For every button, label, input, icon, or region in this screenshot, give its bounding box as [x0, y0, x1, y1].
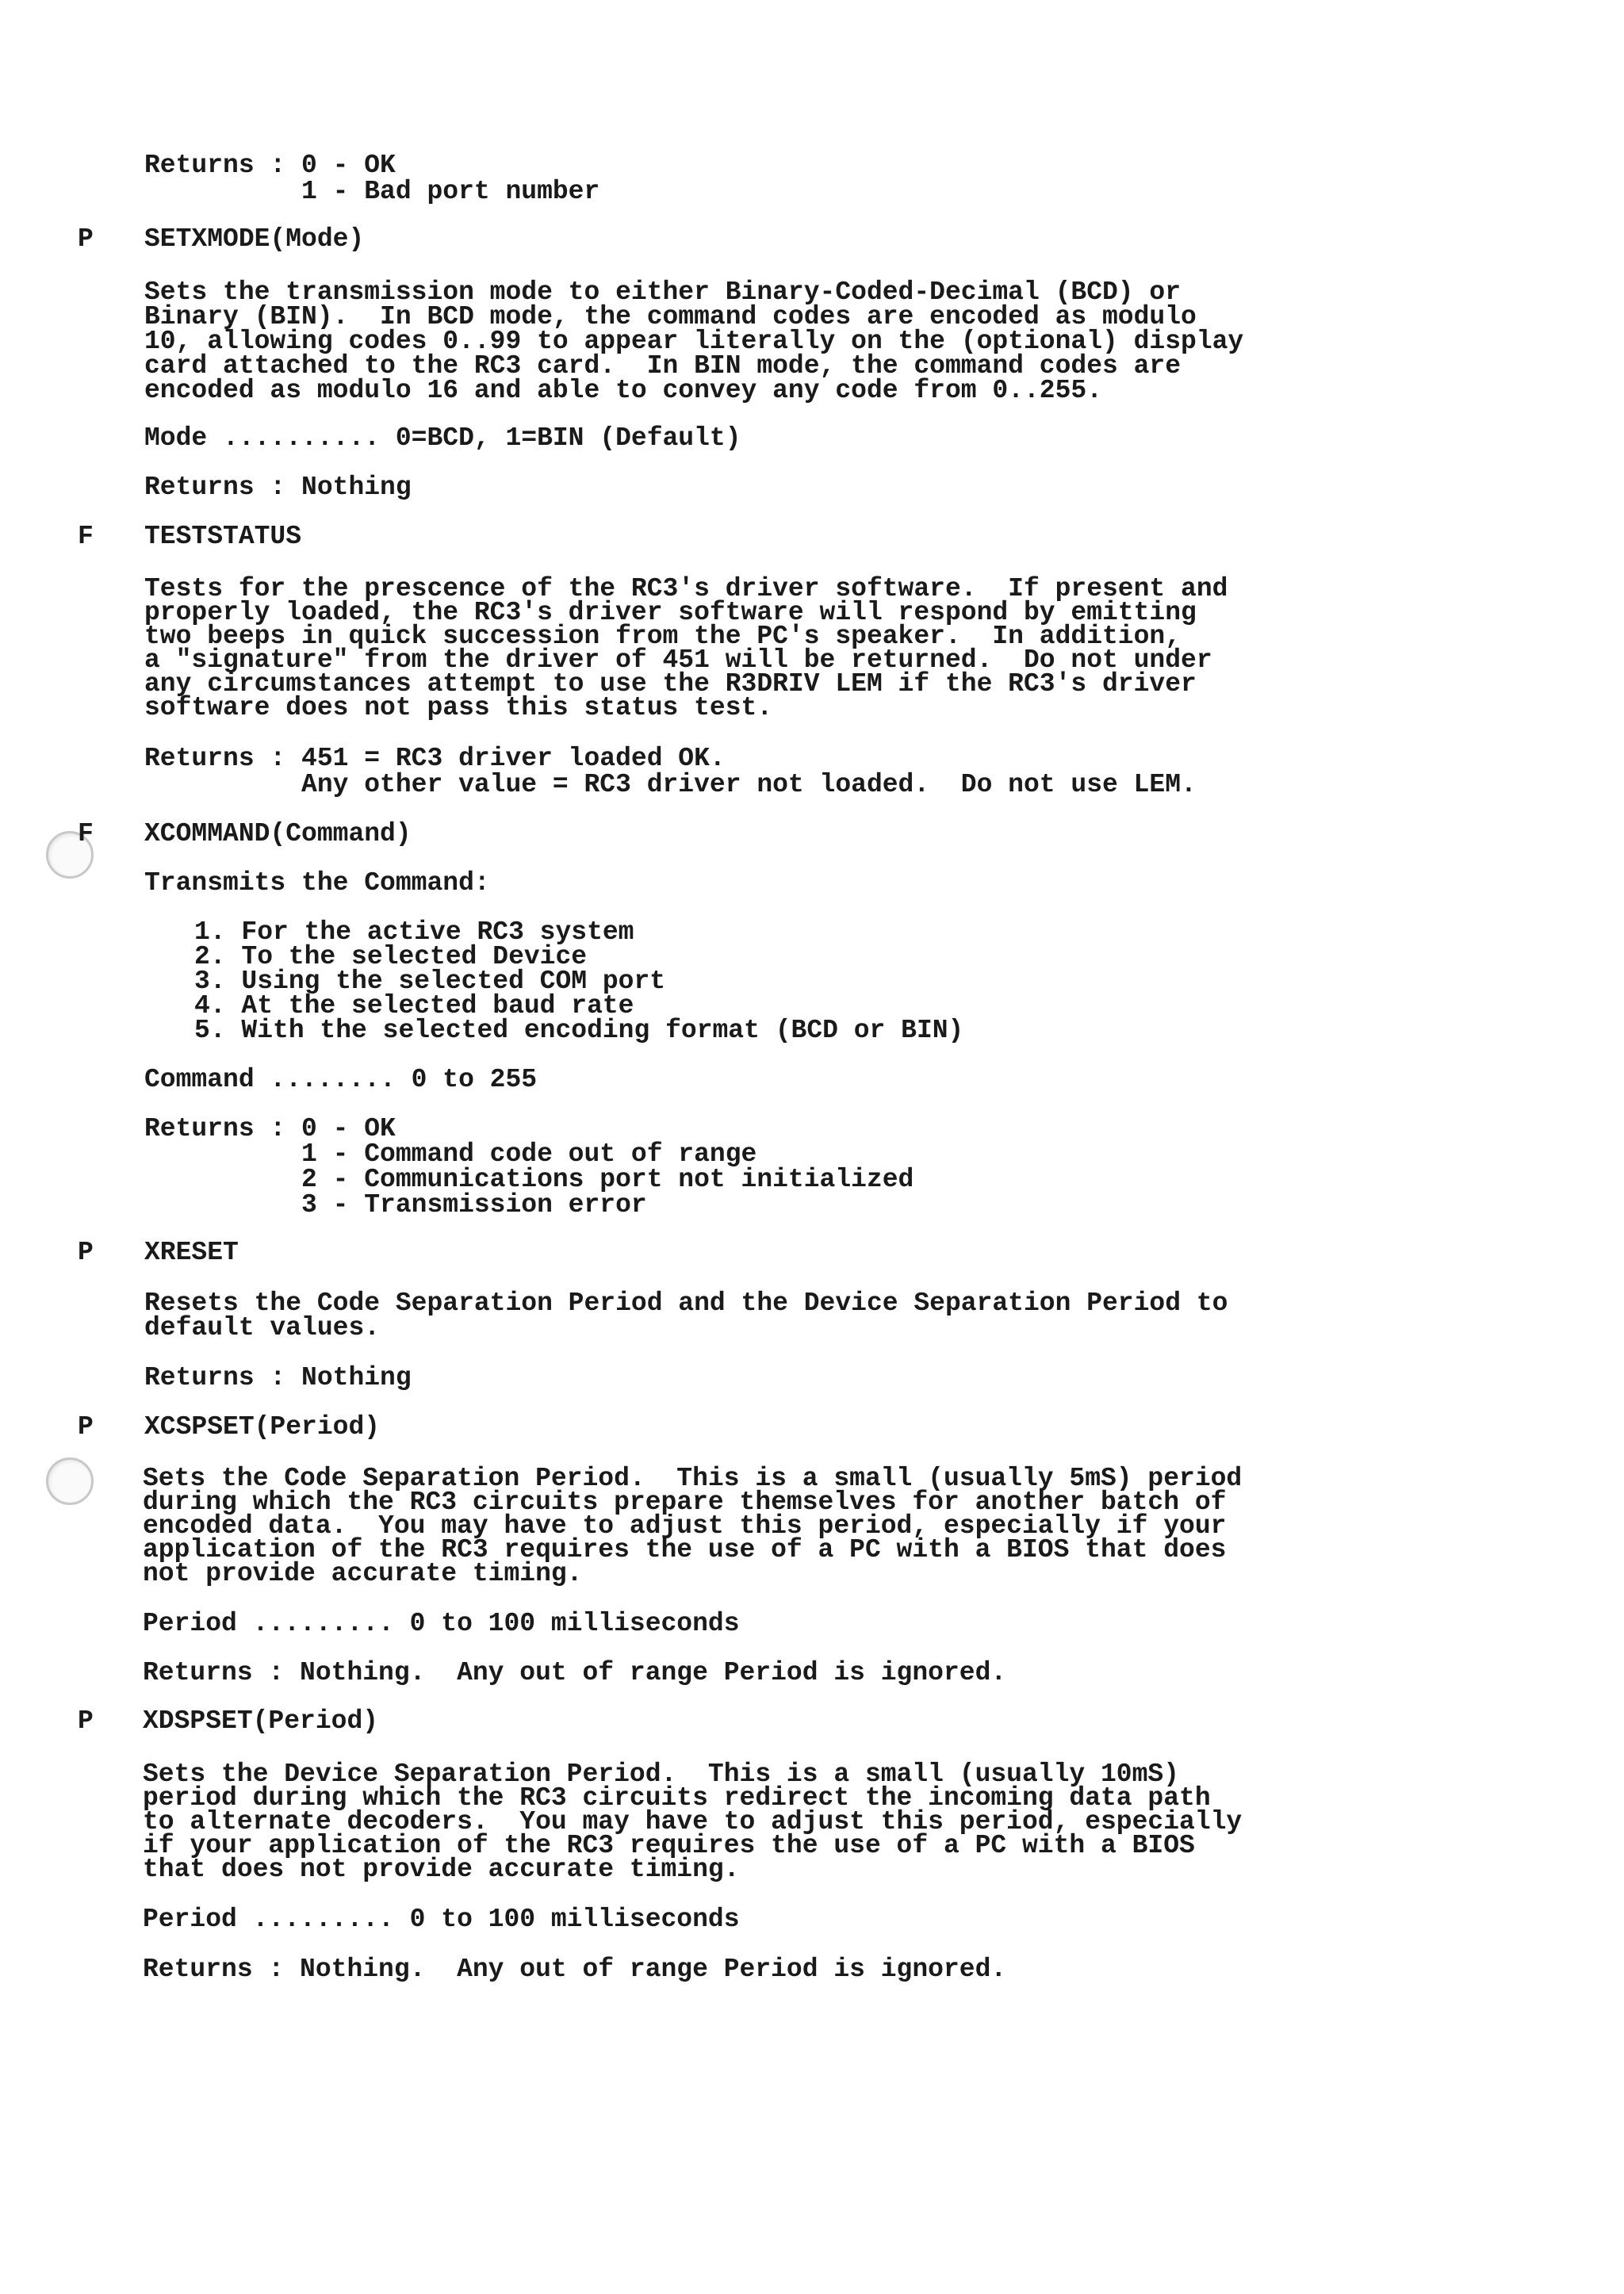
description-line: period during which the RC3 circuits redirect the incoming data path — [143, 1783, 1211, 1813]
parameter-line: Mode .......... 0=BCD, 1=BIN (Default) — [144, 423, 741, 453]
function-signature: TESTSTATUS — [144, 522, 302, 551]
punch-hole-lower — [46, 1457, 94, 1505]
function-signature: XCOMMAND(Command) — [144, 819, 412, 848]
function-signature: XRESET — [144, 1238, 239, 1267]
description-line: Resets the Code Separation Period and the Device Separation Period to — [144, 1289, 1228, 1318]
description-line: Sets the transmission mode to either Binary-Coded-Decimal (BCD) or — [144, 278, 1182, 307]
description-line: encoded as modulo 16 and able to convey any code from 0..255. — [144, 376, 1102, 405]
description-line: a "signature" from the driver of 451 will be returned. Do not under — [144, 645, 1212, 675]
returns-line: Any other value = RC3 driver not loaded. Do not use LEM. — [144, 770, 1197, 799]
description-line: default values. — [144, 1313, 381, 1342]
returns-line: Returns : Nothing. Any out of range Period is ignored. — [143, 1658, 1007, 1687]
description-line: application of the RC3 requires the use of a PC with a BIOS that does — [143, 1535, 1227, 1564]
description-line: card attached to the RC3 card. In BIN mode, the command codes are — [144, 351, 1182, 381]
function-signature: XCSPSET(Period) — [144, 1412, 381, 1442]
description-line: two beeps in quick succession from the PC's speaker. In addition, — [144, 622, 1182, 651]
description-line: Binary (BIN). In BCD mode, the command codes are encoded as modulo — [144, 302, 1197, 331]
returns-line: 1 - Bad port number — [144, 177, 600, 206]
section-marker: P — [78, 1412, 94, 1442]
intro-line: Transmits the Command: — [144, 868, 490, 898]
description-line: if your application of the RC3 requires the use of a PC with a BIOS — [143, 1831, 1195, 1860]
returns-line: Returns : 0 - OK — [144, 1114, 396, 1143]
description-line: not provide accurate timing. — [143, 1559, 583, 1588]
description-line: software does not pass this status test. — [144, 693, 773, 722]
description-line: Sets the Code Separation Period. This is a small (usually 5mS) period — [143, 1464, 1243, 1493]
list-item: 1. For the active RC3 system — [194, 917, 634, 947]
returns-line: Returns : 0 - OK — [144, 151, 396, 180]
returns-line: Returns : Nothing — [144, 473, 412, 502]
description-line: 10, allowing codes 0..99 to appear literally on the (optional) display — [144, 327, 1244, 356]
returns-line: Returns : Nothing — [144, 1363, 412, 1392]
description-line: properly loaded, the RC3's driver software will respond by emitting — [144, 598, 1197, 627]
returns-line: Returns : 451 = RC3 driver loaded OK. — [144, 744, 726, 773]
list-item: 3. Using the selected COM port — [194, 967, 666, 996]
section-marker: F — [78, 522, 94, 551]
description-line: Sets the Device Separation Period. This is a small (usually 10mS) — [143, 1760, 1180, 1789]
section-marker: P — [78, 1238, 94, 1267]
returns-line: 1 - Command code out of range — [144, 1139, 757, 1169]
returns-line: Returns : Nothing. Any out of range Period is ignored. — [143, 1955, 1007, 1984]
list-item: 4. At the selected baud rate — [194, 991, 634, 1021]
returns-line: 2 - Communications port not initialized — [144, 1165, 914, 1194]
parameter-line: Command ........ 0 to 255 — [144, 1065, 538, 1094]
list-item: 5. With the selected encoding format (BCD or BIN) — [194, 1016, 964, 1045]
parameter-line: Period ......... 0 to 100 milliseconds — [143, 1905, 740, 1934]
description-line: to alternate decoders. You may have to adjust this period, especially — [143, 1807, 1243, 1836]
returns-line: 3 - Transmission error — [144, 1190, 647, 1220]
section-marker: F — [78, 819, 94, 848]
description-line: that does not provide accurate timing. — [143, 1855, 740, 1884]
description-line: any circumstances attempt to use the R3DRIV LEM if the RC3's driver — [144, 669, 1197, 699]
parameter-line: Period ......... 0 to 100 milliseconds — [143, 1609, 740, 1638]
function-signature: SETXMODE(Mode) — [144, 224, 365, 254]
description-line: encoded data. You may have to adjust this period, especially if your — [143, 1511, 1227, 1541]
description-line: Tests for the prescence of the RC3's driver software. If present and — [144, 574, 1228, 603]
description-line: during which the RC3 circuits prepare themselves for another batch of — [143, 1488, 1227, 1517]
section-marker: P — [78, 224, 94, 254]
list-item: 2. To the selected Device — [194, 942, 588, 971]
function-signature: XDSPSET(Period) — [143, 1706, 379, 1736]
section-marker: P — [78, 1706, 94, 1736]
